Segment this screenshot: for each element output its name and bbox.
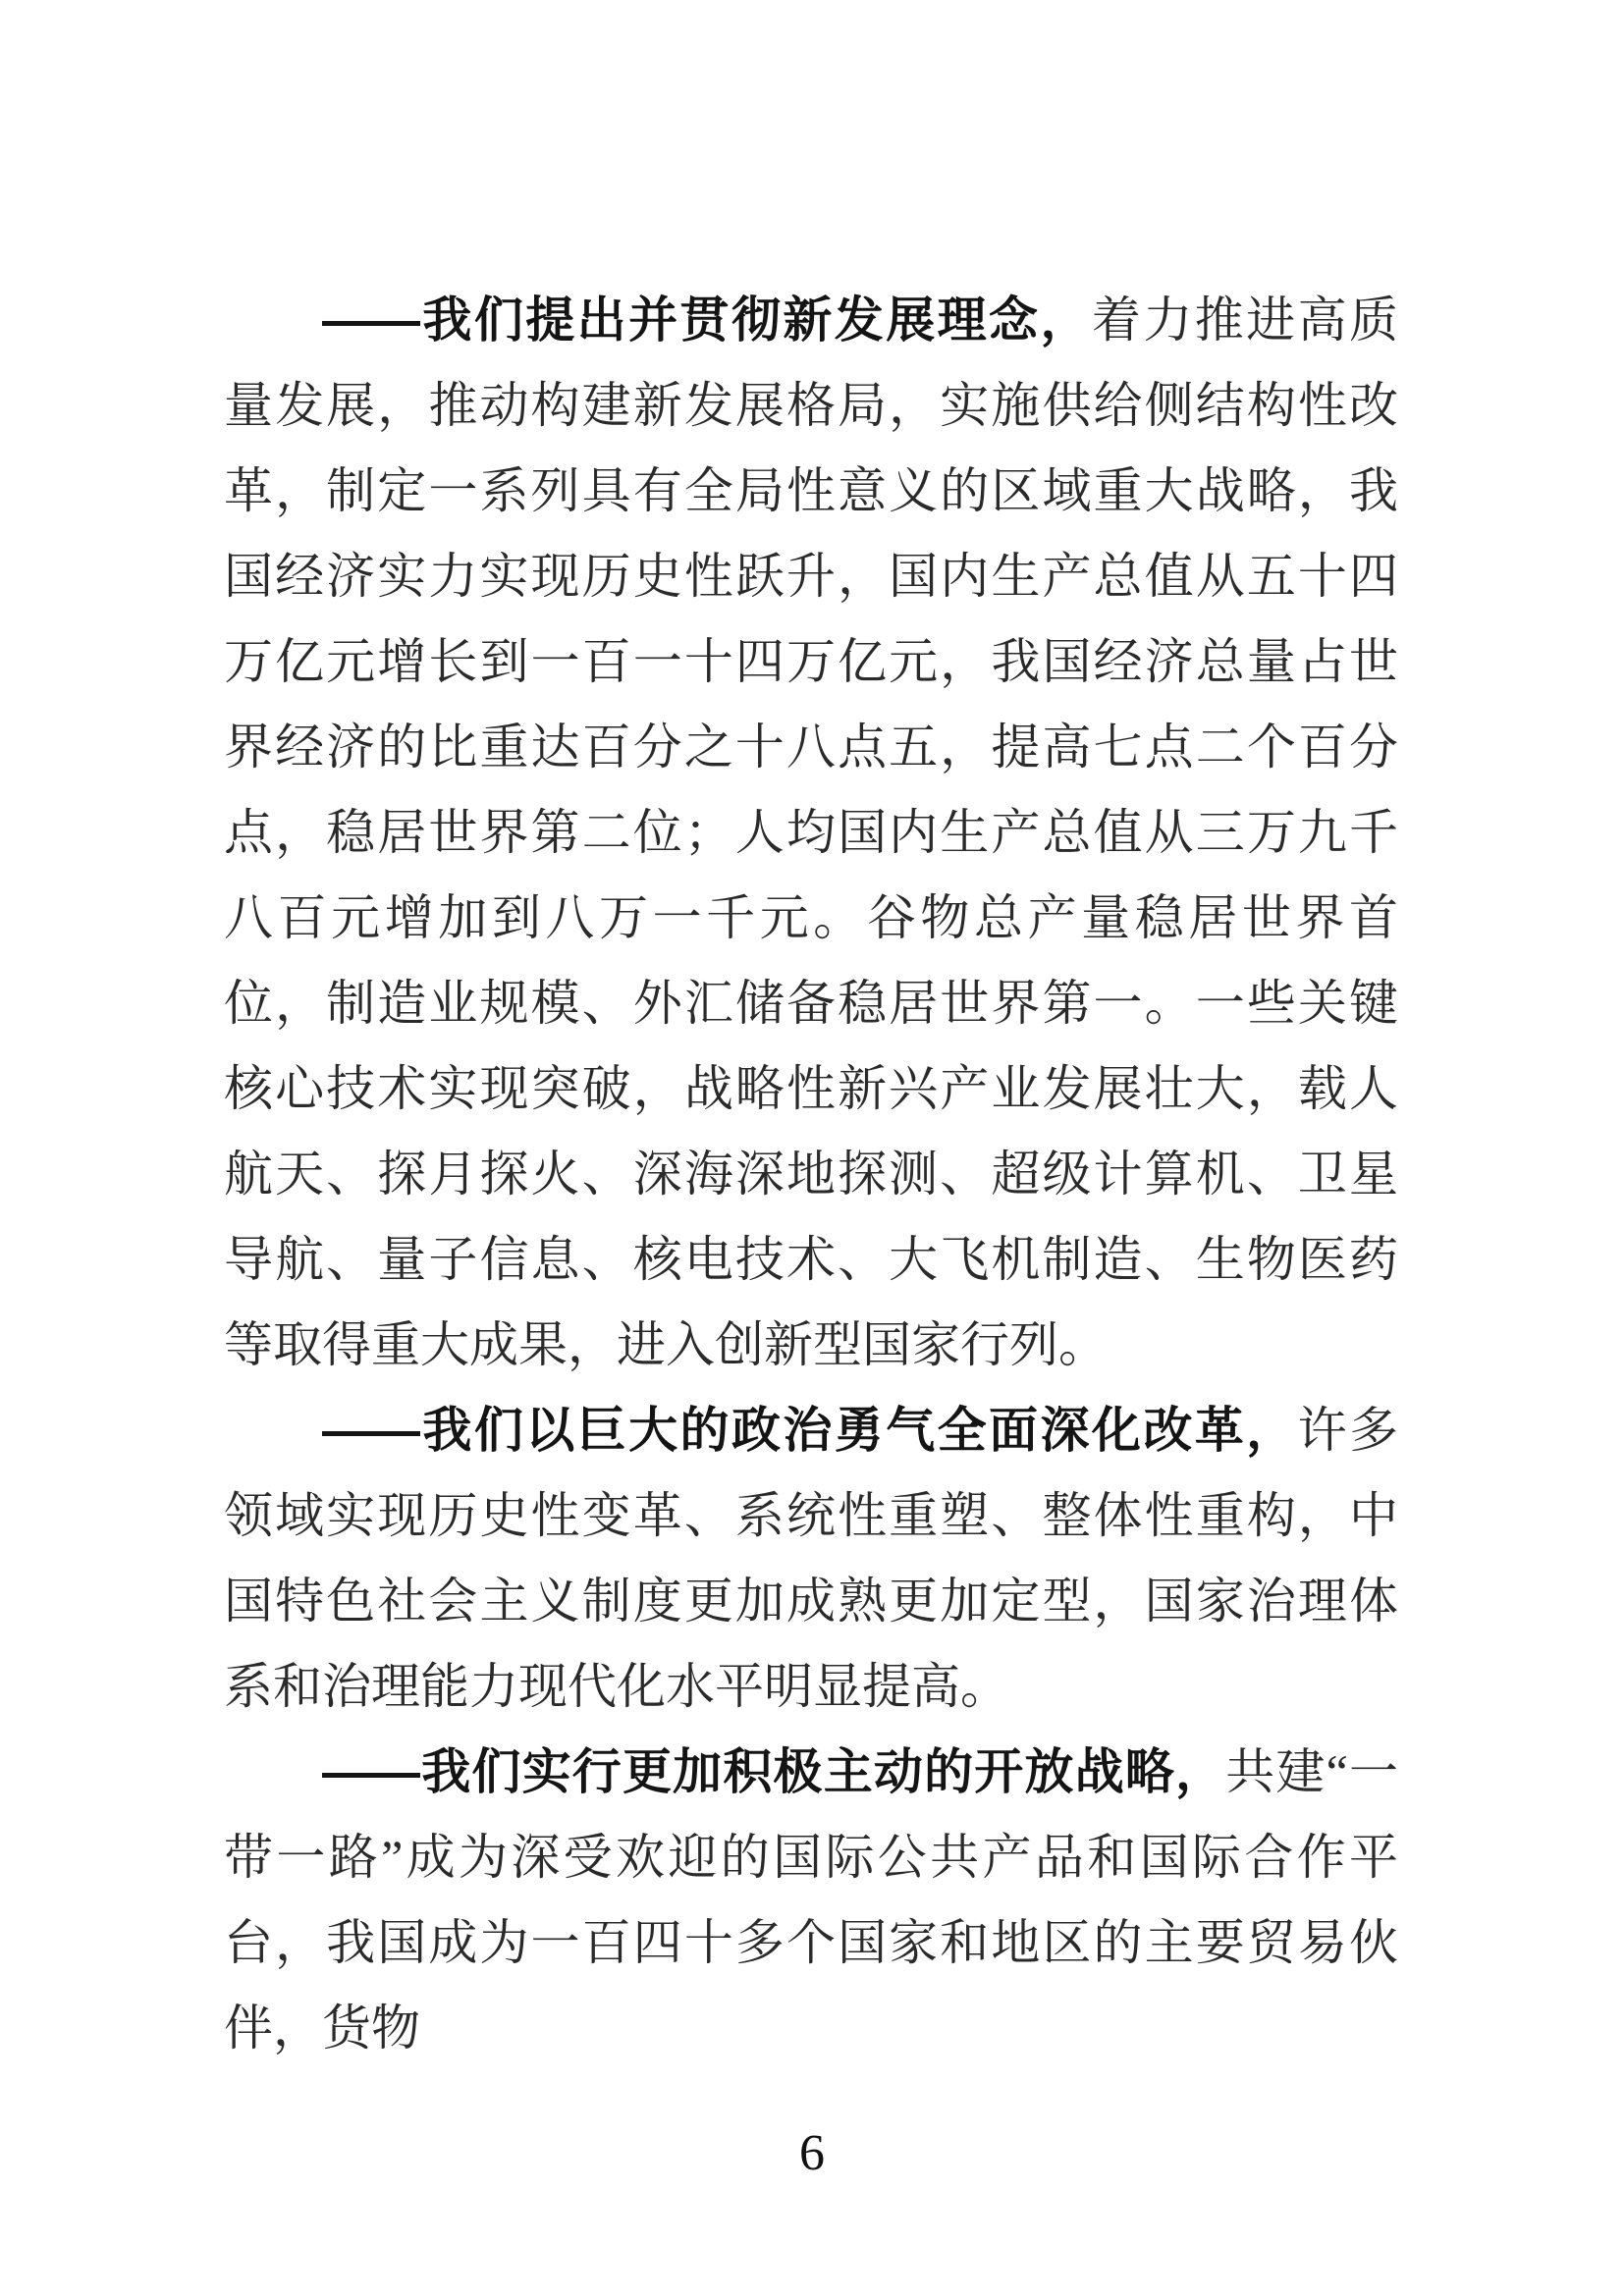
paragraph-lead: ——我们实行更加积极主动的开放战略， <box>322 1744 1226 1799</box>
document-body <box>224 278 1398 2071</box>
paragraph <box>224 278 1398 1388</box>
paragraph-body: 许多领域实现历史性变革、系统性重塑、整体性重构，中国特色社会主义制度更加成熟更加定型，国家治理体系和治理能力现代化水平明显提高。 <box>224 1403 1398 1714</box>
paragraph <box>224 1730 1398 2071</box>
paragraph <box>224 1388 1398 1730</box>
paragraph-body: 共建“一带一路”成为深受欢迎的国际公共产品和国际合作平台，我国成为一百四十多个国家和地区的主要贸易伙伴，货物 <box>224 1744 1398 2056</box>
paragraph-body: 着力推进高质量发展，推动构建新发展格局，实施供给侧结构性改革，制定一系列具有全局性意义的区域重大战略，我国经济实力实现历史性跃升，国内生产总值从五十四万亿元增长到一百一十四万亿元，我国经济总量占世界经济的比重达百分之十八点五，提高七点二个百分点，稳居世界第二位；人均国内生产总值从三万九千八百元增加到八万一千元。谷物总产量稳居世界首位，制造业规模、外汇储备稳居世界第一。一些关键核心技术实现突破，战略性新兴产业发展壮大，载人航天、探月探火、深海深地探测、超级计算机、卫星导航、量子信息、核电技术、大飞机制造、生物医药等取得重大成果，进入创新型国家行列。 <box>224 293 1399 1372</box>
paragraph-lead: ——我们提出并贯彻新发展理念， <box>322 293 1092 347</box>
page-number: 6 <box>799 2125 825 2181</box>
paragraph-lead: ——我们以巨大的政治勇气全面深化改革， <box>322 1403 1298 1458</box>
